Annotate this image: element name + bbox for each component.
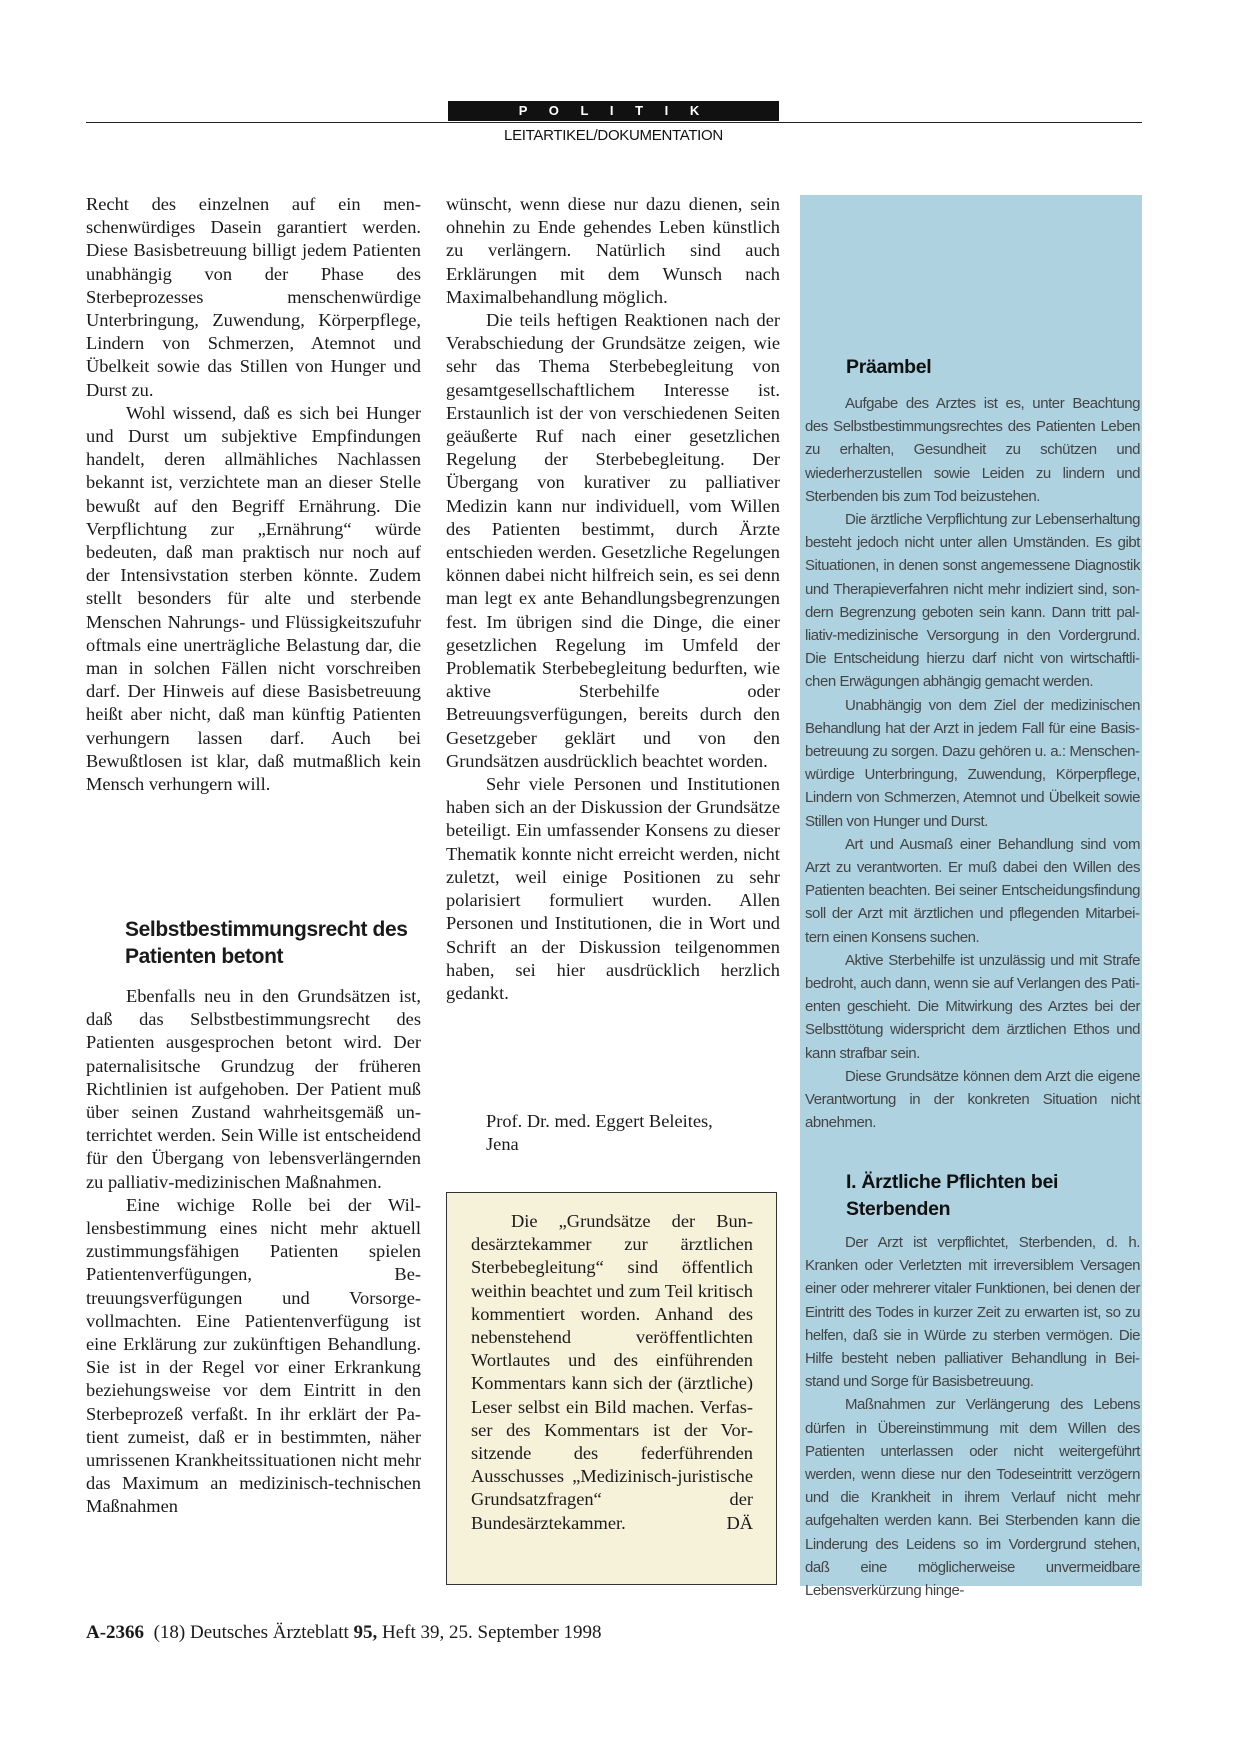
column-a-paragraph: Recht des einzelnen auf ein menschenwürdiges Dasein garantiert werden. Diese Basisbetreuung billigt jedem Patienten unabhängig von der Phase des Sterbeprozesses menschenwürdige Unterbringung, Zuwendung, Körperpflege, Lindern von Schmerzen, Atemnot und Übelkeit sowie das Stillen von Hunger und Durst zu. [86, 194, 421, 400]
column-a [86, 193, 421, 796]
volume-number: 95, [353, 1622, 378, 1643]
header-rule [86, 122, 1142, 123]
column-b [446, 193, 780, 1005]
issue-date: Heft 39, 25. September 1998 [382, 1622, 602, 1643]
column-b-paragraph: Sehr viele Personen und Institutionen haben sich an der Diskussion der Grundsätze beteiligt. Ein umfassender Konsens zu dieser Thematik konnte nicht erreicht werden, nicht zuletzt, weil einige Positionen zu sehr polarisiert formuliert wurden. Allen Personen und Institutionen, die in Wort und Schrift an der Diskussion teilgenommen haben, sei hier ausdrücklich herzlich gedankt. [446, 774, 780, 1003]
sidebar-body-praeambel [805, 392, 1140, 1135]
section-kicker: P O L I T I K [448, 101, 779, 121]
sidebar-paragraph: Art und Ausmaß einer Behandlung sind vom Arzt zu verantworten. Er muß dabei den Willen des Patienten beachten. Bei seiner Entscheidungsfindung soll der Arzt mit ärztlichen und pflegenden Mitarbeitern einen Konsens suchen. [805, 835, 1140, 946]
editorial-note [471, 1210, 753, 1535]
sidebar-heading-praeambel: Präambel [846, 356, 932, 378]
column-a-paragraph: Wohl wissend, daß es sich bei Hunger und Durst um subjektive Empfindungen handelt, deren allmähliches Nachlassen bekannt ist, verzichtete man an dieser Stelle bewußt auf den Begriff Ernährung. Die Verpflichtung zur „Ernährung“ würde bedeuten, daß man praktisch nur noch auf der Intensivstation sterben könnte. Zudem stellt besonders für alte und sterbende Menschen Nahrungs- und Flüssigkeitszufuhr oftmals eine unerträgliche Belastung dar, die man in solchen Fällen nicht vorschreiben darf. Der Hinweis auf diese Basisbetreuung heißt aber nicht, daß man künftig Patienten verhungern lassen darf. Auch bei Bewußtlosen ist klar, daß mutmaßlich kein Mensch verhungern will. [86, 402, 421, 795]
sidebar-body-pflichten [805, 1231, 1140, 1602]
column-a-paragraph: Ebenfalls neu in den Grundsätzen ist, daß das Selbstbestimmungsrecht des Patienten ausgesprochen betont wird. Der paternalisitsche Grundzug der früheren Richtlinien ist aufgehoben. Der Patient muß über seinen Zustand wahrheitsgemäß unterrichtet werden. Sein Wille ist entscheidend für den Übergang von lebensverlängernden zu palliativ-medizinischen Maßnahmen. [86, 986, 421, 1192]
editorial-note-text: Die „Grundsätze der Bundesärztekammer zur ärztlichen Sterbebegleitung“ sind öffentlich weithin beachtet und zum Teil kritisch kommentiert worden. Anhand des nebenstehend veröffentlichten Wortlautes und des einführenden Kommentars kann sich der (ärztliche) Leser selbst ein Bild machen. Verfasser des Kommentars ist der Vorsitzende des federführenden Ausschusses „Medizinisch-juristische Grundsatzfragen“ der Bundesärztekammer. [471, 1211, 753, 1533]
sidebar-heading-pflichten: I. Ärztliche Pflichten bei Sterbenden [846, 1171, 1059, 1220]
author-name: Prof. Dr. med. Eggert Beleites, [486, 1111, 713, 1131]
sidebar-paragraph: Der Arzt ist verpflichtet, Sterbenden, d. h. Kranken oder Verletzten mit irreversiblem Versagen einer oder mehrerer vitaler Funktionen, bei denen der Eintritt des Todes in kurzer Zeit zu erwarten ist, so zu helfen, daß sie in Würde zu sterben vermögen. Die Hilfe besteht neben palliativer Behandlung in Beistand und Sorge für Basisbetreuung. [805, 1234, 1140, 1391]
page-footer [86, 1622, 602, 1644]
author-signature [446, 1110, 780, 1156]
page-number: A-2366 [86, 1622, 145, 1643]
column-b-paragraph: wünscht, wenn diese nur dazu dienen, sein ohnehin zu Ende gehendes Leben künstlich zu verlängern. Natürlich sind auch Erklärungen mit dem Wunsch nach Maximalbehandlung möglich. [446, 194, 780, 307]
editorial-note-box [446, 1192, 777, 1585]
sidebar-paragraph: Aktive Sterbehilfe ist unzulässig und mit Strafe bedroht, auch dann, wenn sie auf Verlangen des Patienten geschieht. Die Mitwirkung des Arztes bei der Selbsttötung widerspricht dem ärztlichen Ethos und kann strafbar sein. [805, 951, 1140, 1062]
sidebar-paragraph: Die ärztliche Verpflichtung zur Lebenserhaltung besteht jedoch nicht unter allen Umständen. Es gibt Situationen, in denen sonst angemessene Diagnostik und Therapieverfahren nicht mehr indiziert sind, sondern Begrenzung geboten sein kann. Dann tritt palliativ-medizinische Versorgung in den Vordergrund. Die Entscheidung hierzu darf nicht von wirtschaftlichen Erwägungen abhängig gemacht werden. [805, 511, 1140, 691]
section-label: LEITARTIKEL/DOKUMENTATION [504, 127, 723, 144]
sidebar-paragraph: Unabhängig von dem Ziel der medizinischen Behandlung hat der Arzt in jedem Fall für eine Basisbetreuung zu sorgen. Dazu gehören u. a.: Menschenwürdige Unterbringung, Zuwendung, Körperpflege, Lindern von Schmerzen, Atemnot und Übelkeit sowie Stillen von Hunger und Durst. [805, 696, 1140, 830]
author-city: Jena [486, 1134, 519, 1155]
sidebar-paragraph: Aufgabe des Arztes ist es, unter Beachtung des Selbstbestimmungsrechtes des Patienten Leben zu erhalten, Gesundheit zu schützen und wiederherzustellen sowie Leiden zu lindern und Sterbenden bis zum Tod beizustehen. [805, 395, 1140, 505]
editorial-note-sign: DÄ [726, 1512, 753, 1533]
sidebar-paragraph: Diese Grundsätze können dem Arzt die eigene Verantwortung in der konkreten Situation nicht abnehmen. [805, 1067, 1140, 1132]
subheading-selbstbestimmung: Selbstbestimmungsrecht des Patienten betont [125, 918, 408, 968]
sidebar-paragraph: Maßnahmen zur Verlängerung des Lebens dürfen in Übereinstimmung mit dem Willen des Patienten unterlassen oder nicht weitergeführt werden, wenn diese nur den Todeseintritt verzögern und die Krankheit in ihrem Verlauf nicht mehr aufgehalten werden kann. Bei Sterbenden kann die Linderung des Leidens so im Vordergrund stehen, daß eine möglicherweise unvermeidbare Lebensverkürzung hinge- [805, 1396, 1140, 1600]
column-b-paragraph: Die teils heftigen Reaktionen nach der Verabschiedung der Grundsätze zeigen, wie sehr das Thema Sterbebegleitung von gesamtgesellschaftlichem Interesse ist. Erstaunlich ist der von verschiedenen Seiten geäußerte Ruf nach einer gesetzlichen Regelung der Sterbebegleitung. Der Übergang von kurativer zu palliativer Medizin kann nur individuell, vom Willen des Patienten bestimmt, durch Ärzte entschieden werden. Gesetzliche Regelungen können dabei nicht hilfreich sein, es sei denn man legt ex ante Behandlungsbegrenzungen fest. Im übrigen sind die Dinge, die einer gesetzlichen Regelung im Umfeld der Problematik Sterbebegleitung bedurften, wie aktive Sterbehilfe oder Betreuungsverfügungen, bereits durch den Gesetzgeber geklärt und von den Grundsätzen ausdrücklich beachtet worden. [446, 310, 780, 771]
column-a-paragraph: Eine wichige Rolle bei der Willensbestimmung eines nicht mehr aktuell zustimmungsfähigen Patienten spielen Patientenverfügungen, Betreuungsverfügungen und Vorsorgevollmachten. Eine Patientenverfügung ist eine Erklärung zur zukünftigen Behandlung. Sie ist in der Regel vor einer Erkrankung beziehungsweise vor dem Eintritt in den Sterbeprozeß verfaßt. In ihr erklärt der Patient zumeist, daß er in bestimmten, näher umrissenen Krankheitssituationen nicht mehr das Maximum an medizinisch-technischen Maßnahmen [86, 1194, 421, 1517]
issue-prefix: (18) Deutsches Ärzteblatt [153, 1622, 349, 1643]
column-a-continued [86, 985, 421, 1519]
